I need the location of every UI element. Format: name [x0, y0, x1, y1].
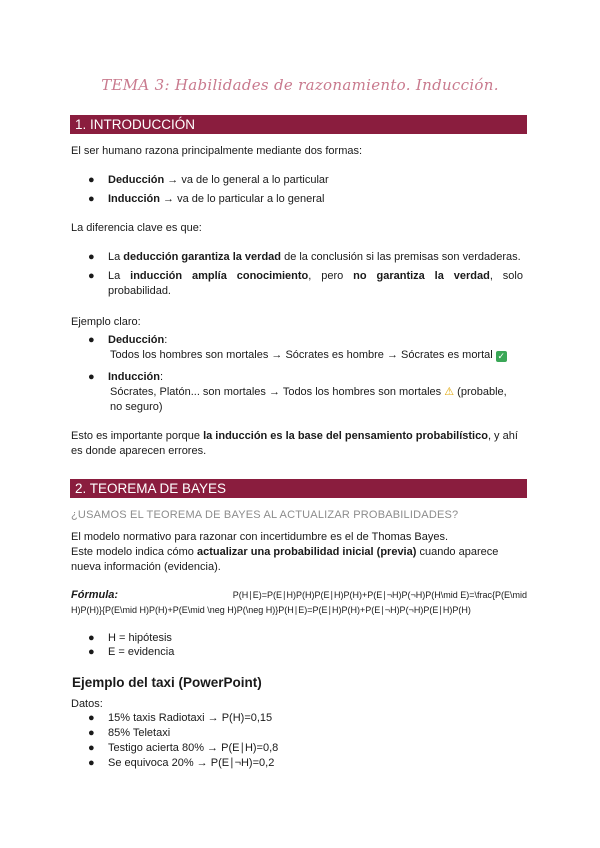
definition-h: H = hipótesis [108, 632, 172, 644]
formula-line-1: Fórmula: P(H∣E)=P(E∣H)P(H)P(E∣H)P(H)+P(E∣¬H)P(¬H)P(H\mid E)=\frac{P(E\mid [71, 589, 527, 601]
formula-line-2: H)P(H)}{P(E\mid H)P(H)+P(E\mid \neg H)P(\neg H)}P(H∣E)=P(E∣H)P(H)+P(E∣¬H)P(¬H)P(E∣H)P(H) [71, 605, 471, 615]
text-run-bold: actualizar una probabilidad inicial (previa) [196, 546, 417, 558]
text-run: cuando aparece [416, 546, 499, 558]
document-page: TEMA 3: Habilidades de razonamiento. Inducción. 1. INTRODUCCIÓN El ser humano razona principalmente mediante dos formas: ● Deducción → va de lo general a lo particular ● Inducción → va de lo particular a lo general La diferencia clave es que: ● La deducción garantiza la verdad de la conclusión si las premisas son verdaderas. ● La inducción amplía conocimiento, pero no garantiza la verdad, solo probabilidad. Ejemplo claro: ● Deducción: Todos los hombres son mortales → Sócrates es hombre → Sócrates es mortal ✓ ● Inducción: Sócrates, Platón... son mortales → Todos los hombres son mortales ⚠ (probable, no seguro) Esto es importante porque la inducción es la base del pensamiento probabilístico, y ahí es donde aparecen errores. 2. TEOREMA DE BAYES ¿USAMOS EL TEOREMA DE BAYES AL ACTUALIZAR PROBABILIDADES? El modelo normativo para razonar con incertidumbre es el de Thomas Bayes. Este modelo indica cómo actualizar una probabilidad inicial (previa) cuando aparece nueva información (evidencia). Fórmula: P(H∣E)=P(E∣H)P(H)P(E∣H)P(H)+P(E∣¬H)P(¬H)P(H\mid E)=\frac{P(E\mid H)P(H)}{P(E\mid H)P(H)+P(E\mid \neg H)P(\neg H)}P(H∣E)=P(E∣H)P(H)+P(E∣¬H)P(¬H)P(E∣H)P(H) ● H = hipótesis ● E = evidencia Ejemplo del taxi (PowerPoint) Datos: ● 15% taxis Radiotaxi → P(H)=0,15 ● 85% Teletaxi ● Testigo acierta 80% → P(E∣H)=0,8 ● Se equivoca 20% → P(E∣¬H)=0,2 [0, 0, 600, 848]
term-description: → va de lo general a lo particular [164, 174, 329, 186]
bullet-icon: ● [88, 270, 95, 282]
text-run-bold: inducción amplía conocimiento [130, 270, 309, 282]
section-heading-introduccion: 1. INTRODUCCIÓN [70, 115, 527, 134]
check-mark-icon: ✓ [497, 351, 506, 361]
text-run: , solo probabilidad. [108, 270, 523, 297]
example-text: Todos los hombres son mortales → Sócrates es hombre → Sócrates es mortal [110, 349, 493, 361]
bullet-icon: ● [88, 334, 95, 346]
definition-e: E = evidencia [108, 646, 175, 658]
text-run: , pero [308, 270, 354, 282]
subsection-question: ¿USAMOS EL TEOREMA DE BAYES AL ACTUALIZAR PROBABILIDADES? [71, 509, 459, 521]
example-heading: Ejemplo del taxi (PowerPoint) [72, 675, 262, 690]
text-run-bold: la inducción es la base del pensamiento probabilístico [203, 430, 488, 442]
difference-intro: La diferencia clave es que: [71, 222, 202, 234]
term-induccion: Inducción [108, 193, 160, 205]
data-item: Testigo acierta 80% → P(E∣H)=0,8 [108, 742, 279, 754]
example-label-deduccion: Deducción [108, 334, 165, 346]
bayes-line-3: nueva información (evidencia). [71, 561, 221, 573]
document-title: TEMA 3: Habilidades de razonamiento. Inducción. [101, 76, 499, 94]
bayes-line-2 [71, 545, 527, 560]
text-run: La [108, 270, 131, 282]
bullet-icon: ● [88, 646, 95, 658]
text-run: , y ahí [487, 430, 518, 442]
term-description: → va de lo particular a lo general [159, 193, 325, 205]
bullet-icon: ● [88, 712, 95, 724]
closing-paragraph-line2: es donde aparecen errores. [71, 445, 207, 457]
section-heading-teorema-bayes: 2. TEOREMA DE BAYES [70, 479, 527, 498]
text-run: La [108, 251, 124, 263]
bullet-icon: ● [88, 757, 95, 769]
bayes-line-1: El modelo normativo para razonar con incertidumbre es el de Thomas Bayes. [71, 531, 449, 543]
bullet-icon: ● [88, 371, 95, 383]
text-run: de la conclusión si las premisas son verdaderas. [281, 251, 521, 263]
bullet-icon: ● [88, 174, 95, 186]
term-deduccion: Deducción [108, 174, 165, 186]
example-induccion-text [110, 385, 530, 400]
bullet-icon: ● [88, 742, 95, 754]
bullet-icon: ● [88, 727, 95, 739]
example-label-induccion: Inducción [108, 371, 160, 383]
data-item: 15% taxis Radiotaxi → P(H)=0,15 [108, 712, 273, 724]
text-run-bold: deducción garantiza la verdad [123, 251, 282, 263]
example-text: Sócrates, Platón... son mortales → Todos los hombres son mortales [110, 386, 442, 398]
warning-icon: ⚠ [444, 386, 455, 398]
formula-label: Fórmula [71, 589, 115, 601]
text-run: Este modelo indica cómo [71, 546, 197, 558]
example-induccion-note2: no seguro) [110, 401, 163, 413]
example-note: (probable, [457, 386, 507, 398]
data-label: Datos: [71, 698, 103, 710]
data-item: 85% Teletaxi [108, 727, 171, 739]
closing-paragraph [71, 429, 527, 444]
example-intro: Ejemplo claro: [71, 316, 141, 328]
bullet-icon: ● [88, 193, 95, 205]
formula-text: P(H∣E)=P(E∣H)P(H)P(E∣H)P(H)+P(E∣¬H)P(¬H)P(H\mid E)=\frac{P(E\mid [232, 590, 527, 600]
bullet-icon: ● [88, 251, 95, 263]
bullet-icon: ● [88, 632, 95, 644]
text-run-bold: no garantiza la verdad [353, 270, 490, 282]
intro-paragraph: El ser humano razona principalmente mediante dos formas: [71, 145, 363, 157]
example-deduccion-text [110, 348, 530, 363]
data-item: Se equivoca 20% → P(E∣¬H)=0,2 [108, 757, 275, 769]
text-run: Esto es importante porque [71, 430, 204, 442]
